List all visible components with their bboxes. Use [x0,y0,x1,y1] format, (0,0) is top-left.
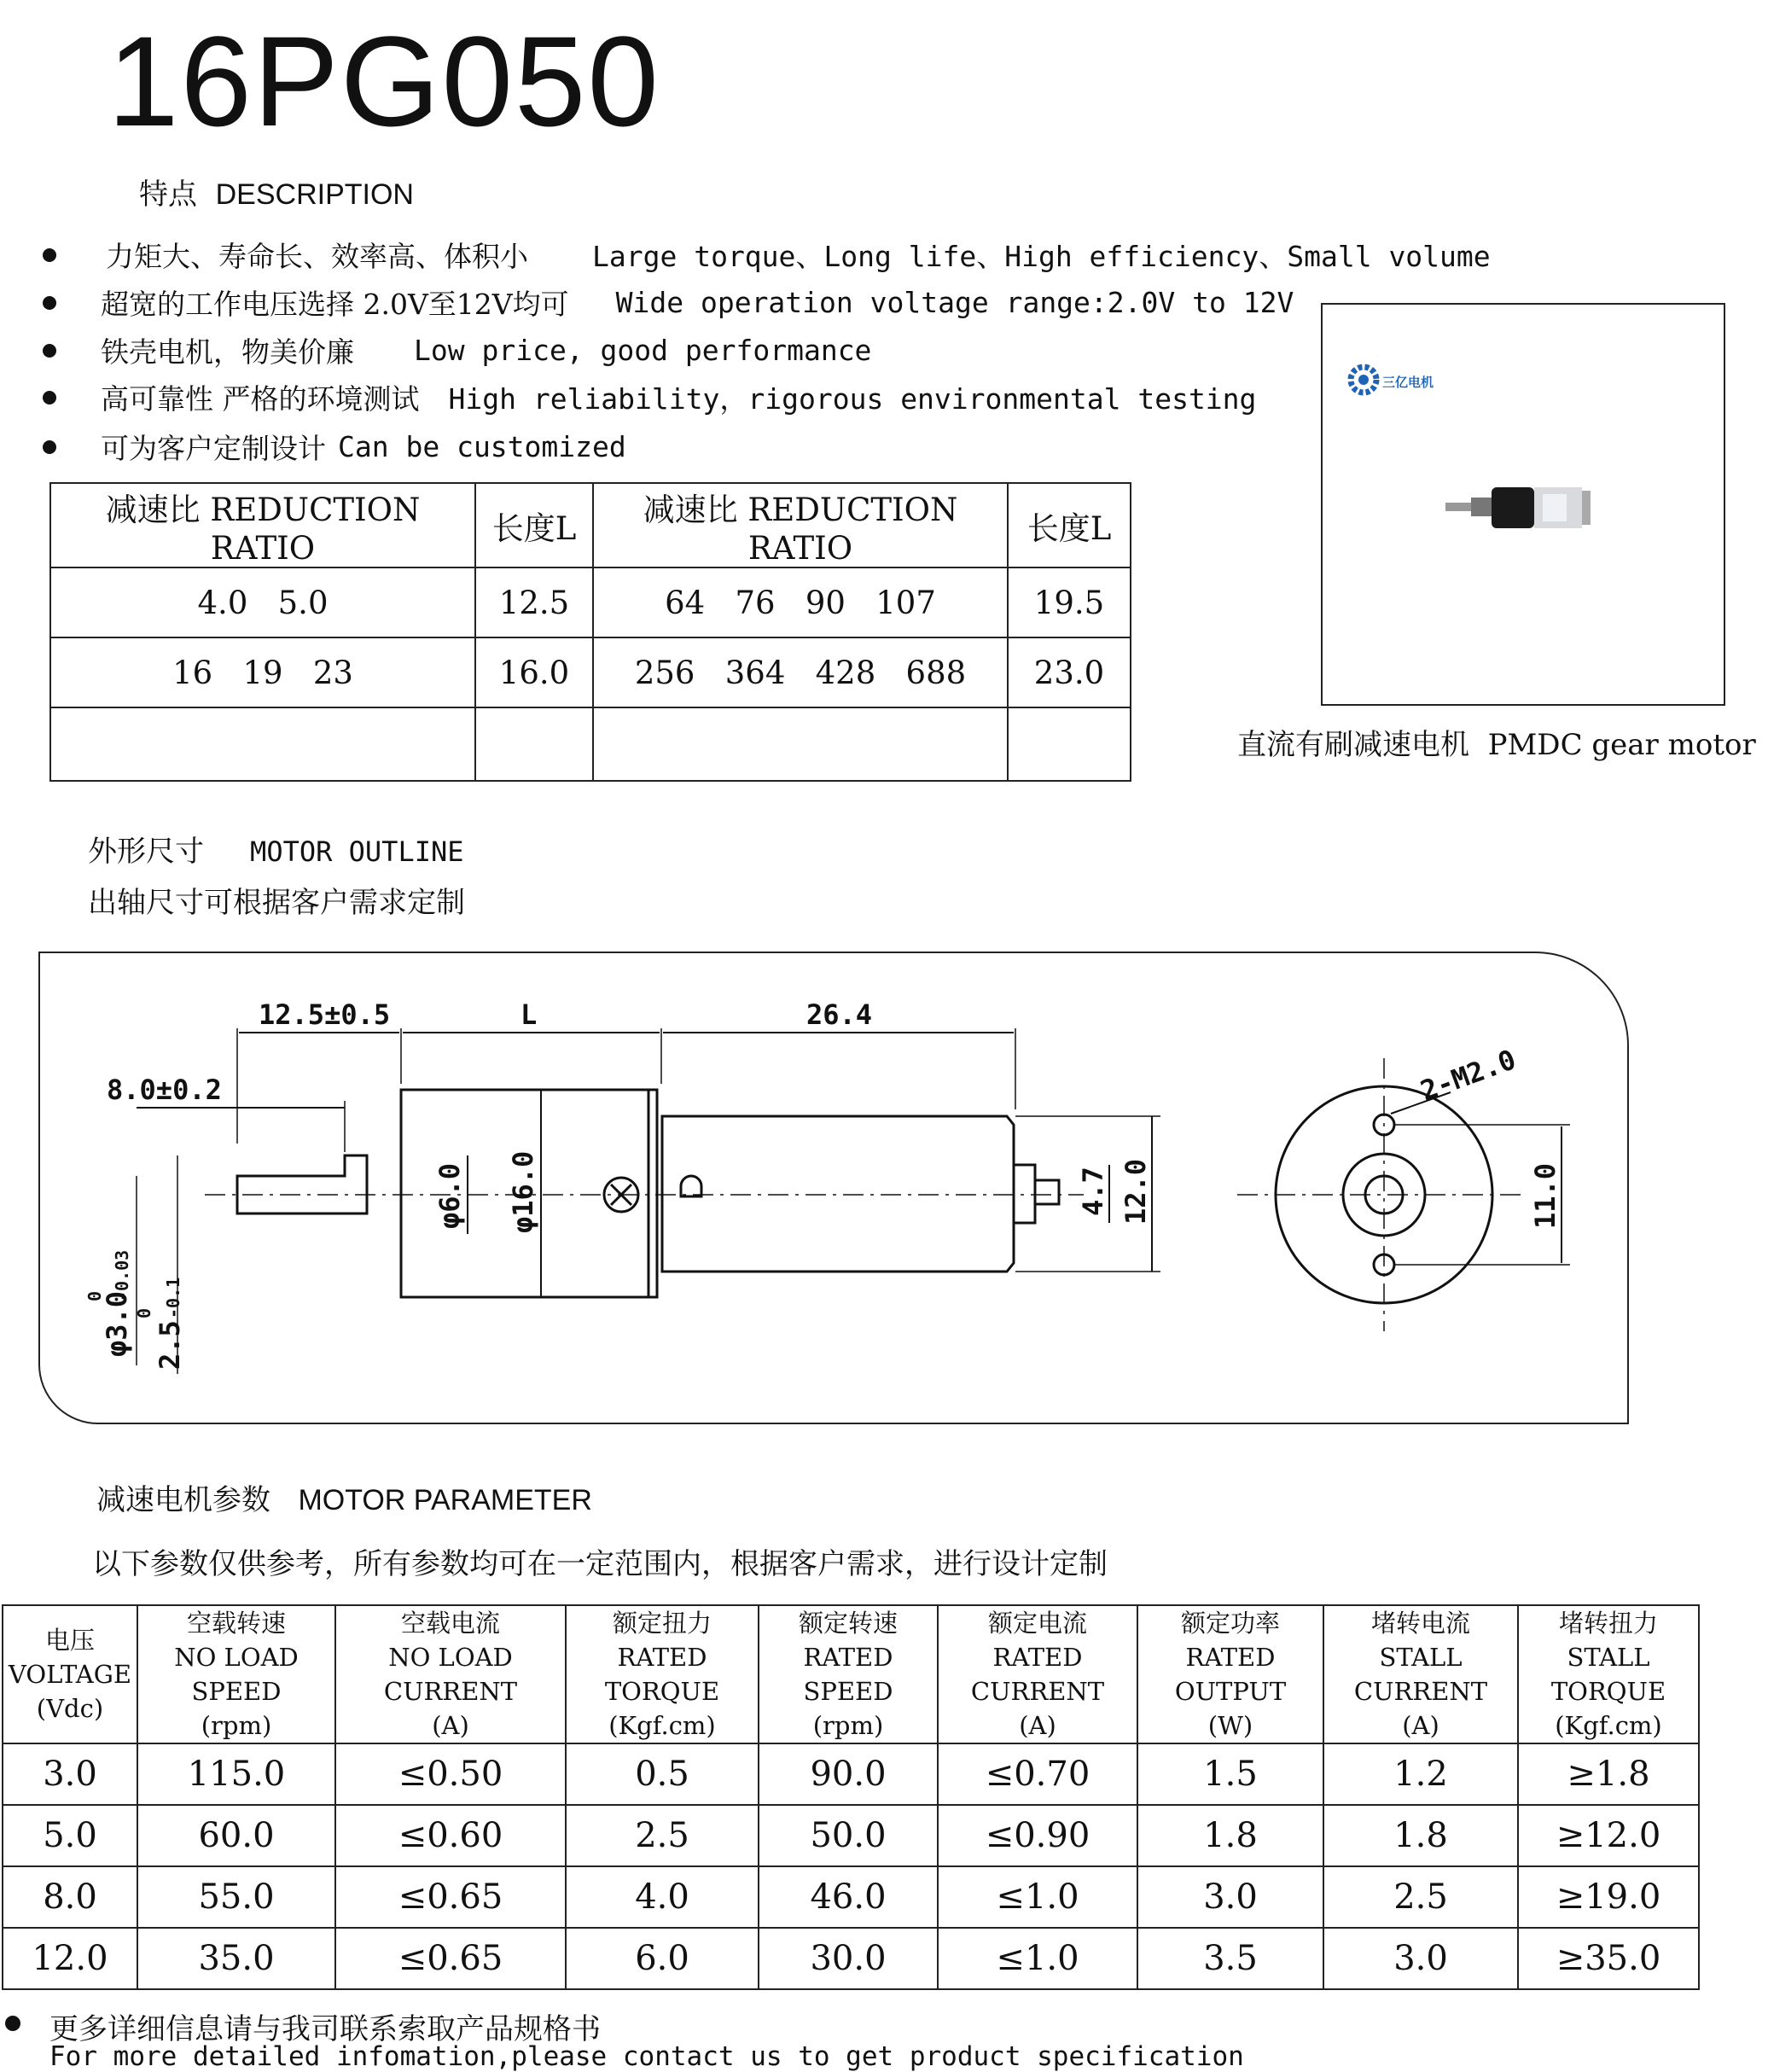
table-row [3,1805,1699,1866]
dim-gear-shaft: 12.5±0.5 [259,998,391,1031]
param-cell: 1.8 [1323,1805,1518,1866]
bullet-icon [43,391,56,405]
column-header: 额定电流 RATED CURRENT (A) [938,1605,1137,1743]
dim-terminal: 4.7 [1077,1167,1109,1216]
length-cell: 12.5 [475,567,593,637]
dim-boss-dia: φ6.0 [433,1162,466,1229]
feature-bullet [43,377,1256,417]
feature-en: Large torque、Long life、High efficiency、Small volume [592,240,1491,273]
length-cell: 19.5 [1008,567,1131,637]
outline-heading [88,828,464,870]
param-cell: 2.5 [1323,1866,1518,1928]
footer-en: For more detailed infomation,please contact us to get product specification [49,2041,1244,2072]
param-cell: 115.0 [137,1743,335,1805]
motor-parameter-table [2,1604,1700,1990]
outline-note: 出轴尺寸可根据客户需求定制 [88,886,465,920]
param-cell: 5.0 [3,1805,137,1866]
dim-motor-height: 12.0 [1120,1158,1152,1225]
motor-photo-icon [1445,487,1591,528]
dim-shaft-flat-tol-top: 0 [134,1307,154,1318]
logo-text: 三亿电机 [1382,375,1434,390]
param-cell: 3.0 [3,1743,137,1805]
feature-en: Wide operation voltage range:2.0V to 12V [615,286,1294,319]
dim-shaft-flat: 2.5 [154,1320,186,1370]
param-cell: 60.0 [137,1805,335,1866]
table-row [50,707,1131,781]
feature-cn: 超宽的工作电压选择 2.0V至12V均可 [101,288,569,321]
ratio-cell: 16 19 23 [50,637,475,707]
photo-caption: 直流有刷减速电机 PMDC gear motor [1237,728,1756,762]
dim-shaft-dia-tol-top: 0 [84,1290,105,1301]
column-header: 额定功率 RATED OUTPUT (W) [1137,1605,1323,1743]
dim-shaft-dia: φ3.0 [101,1290,133,1357]
parameter-heading-en: MOTOR PARAMETER [298,1484,592,1516]
param-cell: 8.0 [3,1866,137,1928]
param-cell: 3.0 [1137,1866,1323,1928]
description-heading-cn: 特点 [139,178,197,212]
footer-bullet-icon [5,2016,20,2031]
reduction-ratio-table [49,482,1131,782]
outline-heading-en: MOTOR OUTLINE [250,835,464,868]
dim-shaft-dia-tol-bottom: -0.03 [112,1249,132,1301]
column-header: 空载电流 NO LOAD CURRENT (A) [335,1605,566,1743]
ratio-cell [593,707,1008,781]
feature-bullet [43,330,871,370]
product-photo [1323,305,1724,704]
param-cell: ≥19.0 [1518,1866,1699,1928]
table-row [3,1928,1699,1989]
dim-motor-length: 26.4 [806,998,873,1031]
ratio-cell: 256 364 428 688 [593,637,1008,707]
length-header: 长度L [1008,483,1131,567]
product-photo-box [1321,303,1725,706]
length-header: 长度L [475,483,593,567]
param-cell: 30.0 [759,1928,938,1989]
feature-bullet [43,282,1294,323]
param-cell: ≤0.70 [938,1743,1137,1805]
dim-shaft-flat-tol-bottom: -0.1 [163,1277,183,1318]
ratio-header: 减速比 REDUCTION RATIO [593,483,1008,567]
ratio-cell: 4.0 5.0 [50,567,475,637]
param-cell: ≥35.0 [1518,1928,1699,1989]
dim-gearbox-dia: φ16.0 [507,1150,539,1233]
param-cell: 50.0 [759,1805,938,1866]
feature-cn: 可为客户定制设计 [101,432,326,465]
param-cell: 1.2 [1323,1743,1518,1805]
table-row [3,1743,1699,1805]
bullet-icon [43,296,56,310]
dim-length: L [521,998,538,1031]
param-cell: ≤1.0 [938,1866,1137,1928]
param-cell: ≤1.0 [938,1928,1137,1989]
feature-en: Low price, good performance [414,334,872,367]
column-header: 堵转电流 STALL CURRENT (A) [1323,1605,1518,1743]
model-title: 16PG050 [108,9,660,153]
length-cell [475,707,593,781]
dim-mount-thread: 2-M2.0 [1416,1043,1521,1108]
param-cell: ≥1.8 [1518,1743,1699,1805]
param-cell: ≤0.60 [335,1805,566,1866]
feature-en: Can be customized [338,430,626,463]
column-header: 额定扭力 RATED TORQUE (Kgf.cm) [566,1605,759,1743]
column-header: 堵转扭力 STALL TORQUE (Kgf.cm) [1518,1605,1699,1743]
outline-heading-cn: 外形尺寸 [88,835,204,869]
param-cell: 1.5 [1137,1743,1323,1805]
description-heading-en: DESCRIPTION [215,178,414,211]
parameter-heading [96,1476,592,1518]
param-cell: 12.0 [3,1928,137,1989]
feature-cn: 力矩大、寿命长、效率高、体积小 [106,240,528,273]
bullet-icon [43,440,56,454]
parameter-note: 以下参数仅供参考，所有参数均可在一定范围内，根据客户需求，进行设计定制 [92,1547,1108,1581]
dim-shaft-length: 8.0±0.2 [107,1074,222,1106]
table-row [50,567,1131,637]
column-header: 额定转速 RATED SPEED (rpm) [759,1605,938,1743]
table-row [3,1866,1699,1928]
gear-logo-icon [1351,367,1376,393]
param-cell: 46.0 [759,1866,938,1928]
param-cell: 2.5 [566,1805,759,1866]
footer-cn: 更多详细信息请与我司联系索取产品规格书 [49,2012,601,2046]
bullet-icon [43,248,56,262]
length-cell: 16.0 [475,637,593,707]
length-cell [1008,707,1131,781]
param-cell: 1.8 [1137,1805,1323,1866]
drawing-frame [38,952,1629,1424]
table-row [3,1605,1699,1743]
feature-bullet [43,235,1491,275]
param-cell: 55.0 [137,1866,335,1928]
param-cell: ≤0.65 [335,1866,566,1928]
ratio-cell: 64 76 90 107 [593,567,1008,637]
dim-hole-pitch: 11.0 [1529,1162,1562,1229]
bullet-icon [43,344,56,358]
ratio-header: 减速比 REDUCTION RATIO [50,483,475,567]
feature-cn: 铁壳电机，物美价廉 [101,335,354,369]
parameter-heading-cn: 减速电机参数 [96,1483,270,1517]
table-row [50,483,1131,567]
feature-bullet [43,427,626,467]
ratio-cell [50,707,475,781]
length-cell: 23.0 [1008,637,1131,707]
column-header: 空载转速 NO LOAD SPEED (rpm) [137,1605,335,1743]
param-cell: 6.0 [566,1928,759,1989]
description-heading [139,171,414,212]
table-row [50,637,1131,707]
feature-en: High reliability，rigorous environmental testing [448,382,1257,416]
param-cell: ≥12.0 [1518,1805,1699,1866]
param-cell: ≤0.65 [335,1928,566,1989]
param-cell: ≤0.50 [335,1743,566,1805]
param-cell: 35.0 [137,1928,335,1989]
param-cell: 0.5 [566,1743,759,1805]
param-cell: 3.5 [1137,1928,1323,1989]
param-cell: ≤0.90 [938,1805,1137,1866]
feature-cn: 高可靠性 严格的环境测试 [101,382,420,416]
param-cell: 90.0 [759,1743,938,1805]
param-cell: 3.0 [1323,1928,1518,1989]
param-cell: 4.0 [566,1866,759,1928]
column-header: 电压 VOLTAGE (Vdc) [3,1605,137,1743]
